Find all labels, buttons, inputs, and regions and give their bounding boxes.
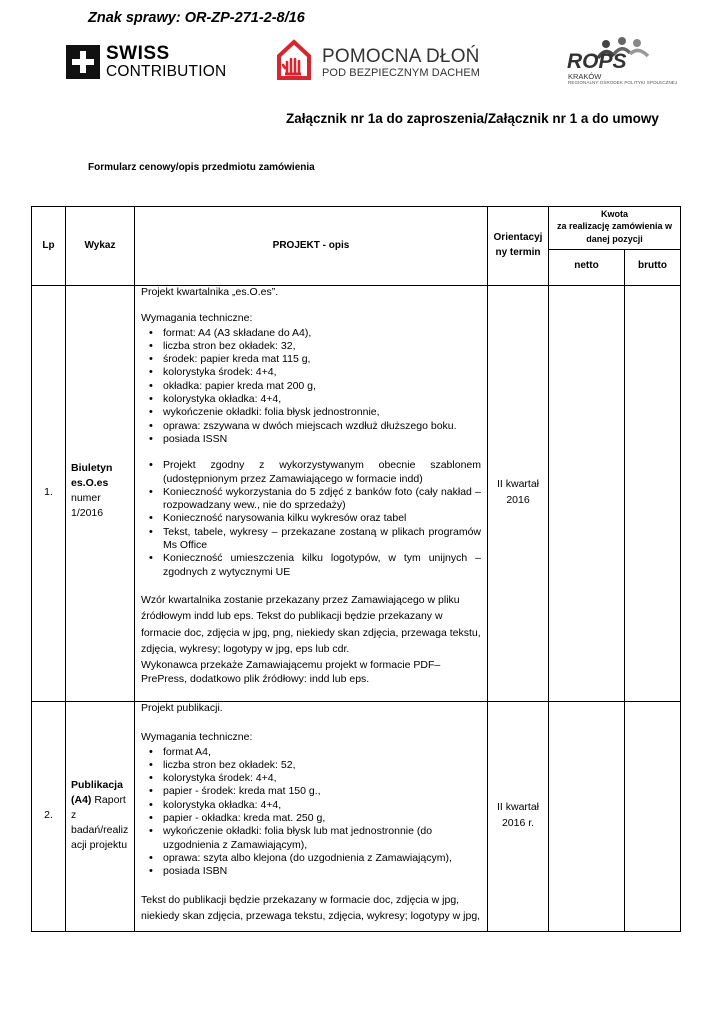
row2-name-rest2: badań/realiz bbox=[71, 824, 129, 836]
list-item: • Konieczność umieszczenia kilku logotypów, w tym unijnych – zgodnych z wytycznymi UE bbox=[163, 552, 481, 579]
swiss-logo-line2: CONTRIBUTION bbox=[106, 63, 227, 80]
row2-name-rest1: z bbox=[71, 809, 77, 821]
list-item: • Projekt zgodny z wykorzystywanym obecnie szablonem (udostępnionym przez Zamawiającego w formacie indd) bbox=[163, 459, 481, 486]
rops-logo-line2: KRAKÓW bbox=[568, 72, 602, 81]
list-item: • liczba stron bez okładek: 52, bbox=[163, 759, 481, 772]
row1-spec-list bbox=[141, 327, 481, 447]
row1-term bbox=[489, 476, 547, 508]
row2-intro: Projekt publikacji. bbox=[141, 702, 223, 714]
header-orientacyjny-termin bbox=[489, 230, 547, 260]
list-item: • kolorystyka okładka: 4+4, bbox=[163, 799, 481, 812]
row2-name-rest0: Raport bbox=[91, 794, 126, 806]
list-item: • Konieczność narysowania kilku wykresów oraz tabel bbox=[163, 512, 481, 525]
row2-wykaz bbox=[71, 778, 133, 853]
swiss-logo-line1: SWISS bbox=[106, 43, 170, 64]
list-item: • format A4, bbox=[163, 746, 481, 759]
table-col-line bbox=[134, 206, 135, 932]
list-item: • oprawa: zszywana w dwóch miejscach wzdłuż dłuższego boku. bbox=[163, 420, 481, 433]
list-item: • kolorystyka środek: 4+4, bbox=[163, 366, 481, 379]
header-netto: netto bbox=[574, 260, 599, 271]
row2-lp: 2. bbox=[44, 809, 53, 821]
list-item: • oprawa: szyta albo klejona (do uzgodnienia z Zamawiającym), bbox=[163, 852, 481, 865]
header-kwota-line3: danej pozycji bbox=[586, 233, 643, 244]
table-col-line bbox=[624, 249, 625, 932]
list-item: • posiada ISBN bbox=[163, 865, 481, 878]
rops-logo-line3: REGIONALNY OŚRODEK POLITYKI SPOŁECZNEJ bbox=[568, 80, 678, 85]
row2-name-bold1: Publikacja bbox=[71, 779, 123, 791]
list-item: • okładka: papier kreda mat 200 g, bbox=[163, 380, 481, 393]
row2-term bbox=[489, 799, 547, 831]
list-item: • papier - środek: kreda mat 150 g., bbox=[163, 785, 481, 798]
row1-description bbox=[141, 286, 481, 687]
row2-name-rest3: acji projektu bbox=[71, 839, 128, 851]
row1-name-bold2: es.O.es bbox=[71, 477, 109, 489]
row2-footer1: Tekst do publikacji będzie przekazany w formacie doc, zdjęcia w jpg, niekiedy skan zdjęcia, przewaga tekstu, zdjęcia, wykresy; logotypy w jpg, bbox=[141, 893, 481, 923]
row1-term-line2: 2016 bbox=[506, 494, 530, 506]
row2-req-title: Wymagania techniczne: bbox=[141, 731, 253, 744]
row2-spec-list bbox=[141, 746, 481, 879]
header-orient-line1: Orientacyj bbox=[493, 232, 543, 243]
header-brutto: brutto bbox=[638, 260, 667, 271]
row1-notes-list bbox=[141, 459, 481, 579]
row1-name-bold1: Biuletyn bbox=[71, 462, 113, 474]
swiss-cross-icon bbox=[66, 45, 100, 79]
form-title: Formularz cenowy/opis przedmiotu zamówienia bbox=[88, 162, 315, 173]
row2-description bbox=[141, 702, 481, 925]
header-kwota-line1: Kwota bbox=[601, 209, 628, 219]
header-wykaz: Wykaz bbox=[84, 240, 116, 251]
case-reference: Znak sprawy: OR-ZP-271-2-8/16 bbox=[88, 10, 305, 26]
list-item: • wykończenie okładki: folia błysk jednostronnie, bbox=[163, 406, 481, 419]
row2-term-line2: 2016 r. bbox=[501, 817, 535, 829]
header-lp: Lp bbox=[42, 240, 55, 251]
list-item: • środek: papier kreda mat 115 g, bbox=[163, 353, 481, 366]
row1-intro: Projekt kwartalnika „es.O.es”. bbox=[141, 286, 279, 298]
row1-name-rest1: numer bbox=[71, 492, 101, 504]
header-projekt: PROJEKT - opis bbox=[272, 240, 350, 251]
row1-name-rest2: 1/2016 bbox=[71, 507, 104, 519]
list-item: • papier - okładka: kreda mat. 250 g, bbox=[163, 812, 481, 825]
list-item: • Konieczność wykorzystania do 5 zdjęć z banków foto (cały nakład – rozpowadzany wew., nie do sprzedaży) bbox=[163, 486, 481, 513]
house-hand-icon bbox=[275, 38, 313, 82]
table-col-line bbox=[31, 206, 32, 932]
row1-req-title: Wymagania techniczne: bbox=[141, 312, 253, 325]
table-col-line bbox=[487, 206, 488, 932]
row1-wykaz bbox=[71, 461, 133, 521]
row2-term-line1: II kwartał bbox=[496, 801, 539, 813]
list-item: • kolorystyka środek: 4+4, bbox=[163, 772, 481, 785]
row2-name-bold2: (A4) bbox=[71, 794, 92, 806]
table-border-top bbox=[31, 206, 681, 207]
row1-term-line1: II kwartał bbox=[496, 478, 539, 490]
header-kwota bbox=[549, 208, 680, 245]
list-item: • posiada ISSN bbox=[163, 433, 481, 446]
table-col-line bbox=[548, 206, 549, 932]
list-item: • liczba stron bez okładek: 32, bbox=[163, 340, 481, 353]
table-border-kwota bbox=[548, 249, 681, 250]
list-item: • kolorystyka okładka: 4+4, bbox=[163, 393, 481, 406]
rops-logo-line1: ROPS bbox=[567, 50, 627, 73]
table-col-line bbox=[680, 206, 681, 932]
row1-lp: 1. bbox=[44, 486, 53, 498]
header-orient-line2: ny termin bbox=[495, 247, 541, 258]
header-kwota-line2: za realizację zamówienia w bbox=[556, 221, 673, 232]
pomocna-dlon-logo-line2: POD BEZPIECZNYM DACHEM bbox=[322, 67, 481, 79]
list-item: • Tekst, tabele, wykresy – przekazane zostaną w plikach programów Ms Office bbox=[163, 526, 481, 553]
list-item: • wykończenie okładki: folia błysk lub mat jednostronnie (do uzgodnienia z Zamawiającym), bbox=[163, 825, 481, 852]
pomocna-dlon-logo-line1: POMOCNA DŁOŃ bbox=[322, 46, 480, 67]
row1-footer1: Wzór kwartalnika zostanie przekazany przez Zamawiającego w pliku źródłowym indd lub eps. Tekst do publikacji będzie przekazany w formacie doc, zdjęcia w jpg, png, niekiedy skan zdjęcia, przewaga tekstu, zdjęcia, wykresy; logotypy w jpg, eps lub cdr. bbox=[141, 593, 481, 656]
list-item: • format: A4 (A3 składane do A4), bbox=[163, 327, 481, 340]
annex-title: Załącznik nr 1a do zaproszenia/Załącznik nr 1 a do umowy bbox=[286, 111, 659, 126]
row1-footer2: Wykonawca przekaże Zamawiającemu projekt w formacie PDF– PrePress, dodatkowo plik źródłowy: indd lub eps. bbox=[141, 658, 441, 686]
table-col-line bbox=[65, 206, 66, 932]
table-border-bottom bbox=[31, 931, 681, 932]
